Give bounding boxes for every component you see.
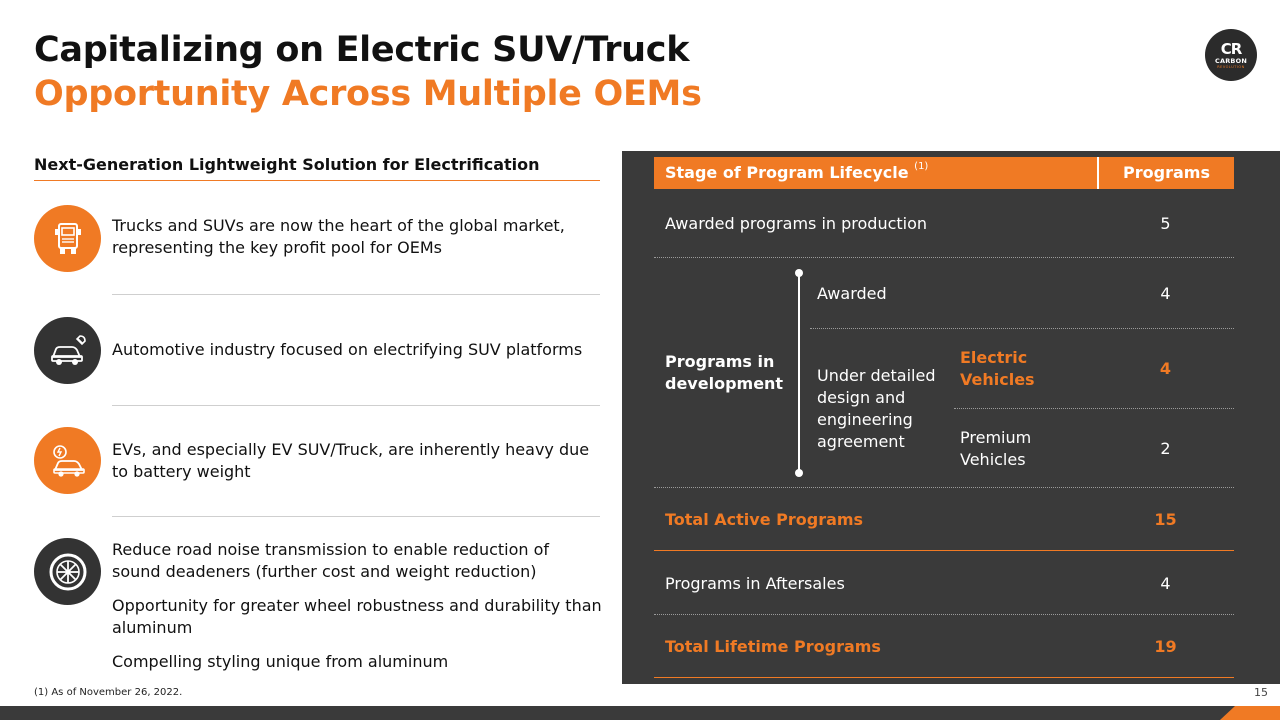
section-heading: Next-Generation Lightweight Solution for Electrification xyxy=(34,154,600,181)
detailed-agreement-label: Under detailed design and engineering agreement xyxy=(817,366,936,451)
row-total-active-label: Total Active Programs xyxy=(665,510,864,529)
bullet-line: Reduce road noise transmission to enable reduction of sound deadeners (further cost and weight reduction) xyxy=(112,540,550,581)
logo-word: CARBON xyxy=(1215,57,1247,65)
bullet-line: Compelling styling unique from aluminum xyxy=(112,652,449,671)
row-divider xyxy=(654,614,1234,615)
row-production-value: 5 xyxy=(1160,214,1171,233)
bullet-divider xyxy=(112,516,600,517)
development-bracket xyxy=(798,273,800,473)
bottom-bar xyxy=(0,706,1280,720)
truck-icon xyxy=(34,205,101,272)
title-line-1: Capitalizing on Electric SUV/Truck xyxy=(34,30,690,70)
bracket-dot-top xyxy=(795,269,803,277)
header-stage-label: Stage of Program Lifecycle xyxy=(665,163,909,182)
development-group-label: Programs in development xyxy=(665,352,784,393)
header-stage xyxy=(665,163,928,182)
row-divider xyxy=(654,257,1234,258)
bullet-line: Trucks and SUVs are now the heart of the global market, representing the key profit pool for OEMs xyxy=(112,216,565,257)
row-awarded-value: 4 xyxy=(1160,284,1171,303)
row-electric-value: 4 xyxy=(1159,359,1172,378)
row-total-lifetime-value: 19 xyxy=(1154,637,1177,656)
bullet-line: Opportunity for greater wheel robustness and durability than aluminum xyxy=(112,596,602,637)
row-electric-label: Electric Vehicles xyxy=(960,348,1035,389)
row-divider xyxy=(654,487,1234,488)
slide-title xyxy=(34,28,702,116)
header-programs: Programs xyxy=(1123,163,1210,182)
header-footnote-ref: (1) xyxy=(914,161,929,172)
carbon-revolution-logo xyxy=(1205,29,1257,81)
page-number: 15 xyxy=(1254,686,1268,699)
row-premium-value: 2 xyxy=(1160,439,1171,458)
logo-mark: CR xyxy=(1220,40,1242,58)
bullet-line: Automotive industry focused on electrifying SUV platforms xyxy=(112,340,583,359)
car-wrench-icon xyxy=(34,317,101,384)
bracket-dot-bottom xyxy=(795,469,803,477)
bullet-line: EVs, and especially EV SUV/Truck, are inherently heavy due to battery weight xyxy=(112,440,590,481)
row-total-active-value: 15 xyxy=(1154,510,1177,529)
row-aftersales-value: 4 xyxy=(1160,574,1171,593)
row-awarded-label: Awarded xyxy=(817,284,887,303)
bottom-bar-accent xyxy=(1220,706,1280,720)
logo-sub: REVOLUTION xyxy=(1217,65,1245,69)
wheel-icon xyxy=(34,538,101,605)
row-divider-accent xyxy=(654,550,1234,551)
footnote: (1) As of November 26, 2022. xyxy=(34,687,183,698)
bullet-text xyxy=(112,339,602,361)
bullet-text xyxy=(112,215,602,259)
bullet-text xyxy=(112,439,602,483)
electric-car-icon xyxy=(34,427,101,494)
row-aftersales-label: Programs in Aftersales xyxy=(665,574,845,593)
row-divider xyxy=(810,328,1234,329)
bullet-divider xyxy=(112,405,600,406)
bullet-text xyxy=(112,539,602,673)
program-lifecycle-panel xyxy=(622,151,1280,684)
row-divider xyxy=(954,408,1234,409)
row-total-lifetime-label: Total Lifetime Programs xyxy=(665,637,881,656)
row-divider-accent xyxy=(654,677,1234,678)
table-header xyxy=(654,157,1234,189)
bullet-divider xyxy=(112,294,600,295)
row-premium-label: Premium Vehicles xyxy=(960,428,1032,469)
row-production-label: Awarded programs in production xyxy=(665,214,928,233)
title-line-2: Opportunity Across Multiple OEMs xyxy=(34,74,702,114)
